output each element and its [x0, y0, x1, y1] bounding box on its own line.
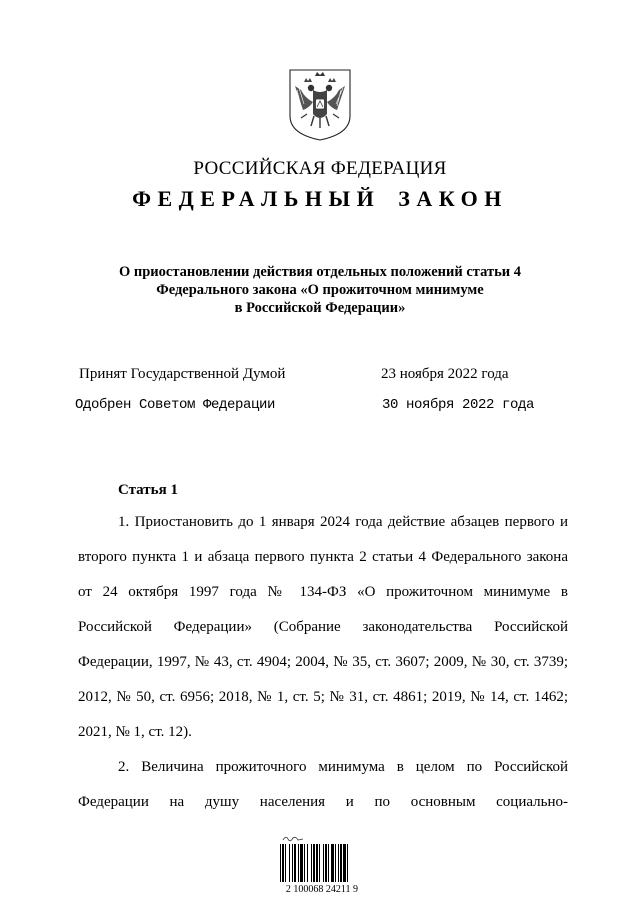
- state-emblem-icon: [287, 68, 353, 142]
- article-text-line: от 24 октября 1997 года № 134-ФЗ «О прожиточном минимуме в: [78, 584, 568, 600]
- document-type-word-1: ФЕДЕРАЛЬНЫЙ: [132, 186, 381, 211]
- article-text-line: Российской Федерации» (Собрание законодательства Российской: [78, 619, 568, 635]
- barcode-icon: [280, 844, 364, 882]
- article-text-line: Федерации на душу населения и по основным социально-: [78, 794, 568, 810]
- country-name: РОССИЙСКАЯ ФЕДЕРАЦИЯ: [193, 158, 447, 179]
- law-title-line: Федерального закона «О прожиточном минимуме: [156, 282, 484, 298]
- law-title-line: О приостановлении действия отдельных положений статьи 4: [118, 264, 522, 280]
- barcode-number: 2 100068 24211 9: [285, 884, 359, 895]
- document-barcode: [272, 834, 372, 894]
- article-text-line: 2021, № 1, ст. 12).: [78, 724, 192, 740]
- council-approval-date: 30 ноября 2022 года: [382, 397, 535, 413]
- law-title-line: в Российской Федерации»: [234, 300, 406, 316]
- scribble-mark-icon: [282, 834, 304, 842]
- document-type: [0, 186, 640, 212]
- article-heading: Статья 1: [118, 482, 178, 498]
- article-text-line: 1. Приостановить до 1 января 2024 года действие абзацев первого и: [118, 514, 568, 530]
- article-text-line: второго пункта 1 и абзаца первого пункта 2 статьи 4 Федерального закона: [78, 549, 568, 565]
- law-title: [60, 263, 580, 317]
- article-text-line: 2012, № 50, ст. 6956; 2018, № 1, ст. 5; № 31, ст. 4861; 2019, № 14, ст. 1462;: [78, 689, 568, 705]
- duma-adoption-label: Принят Государственной Думой: [79, 366, 286, 382]
- document-type-word-2: ЗАКОН: [398, 186, 508, 211]
- council-approval-label: Одобрен Советом Федерации: [75, 397, 276, 413]
- duma-adoption-date: 23 ноября 2022 года: [381, 366, 509, 382]
- article-text-line: Федерации, 1997, № 43, ст. 4904; 2004, № 35, ст. 3607; 2009, № 30, ст. 3739;: [78, 654, 568, 670]
- article-text-line: 2. Величина прожиточного минимума в целом по Российской: [118, 759, 568, 775]
